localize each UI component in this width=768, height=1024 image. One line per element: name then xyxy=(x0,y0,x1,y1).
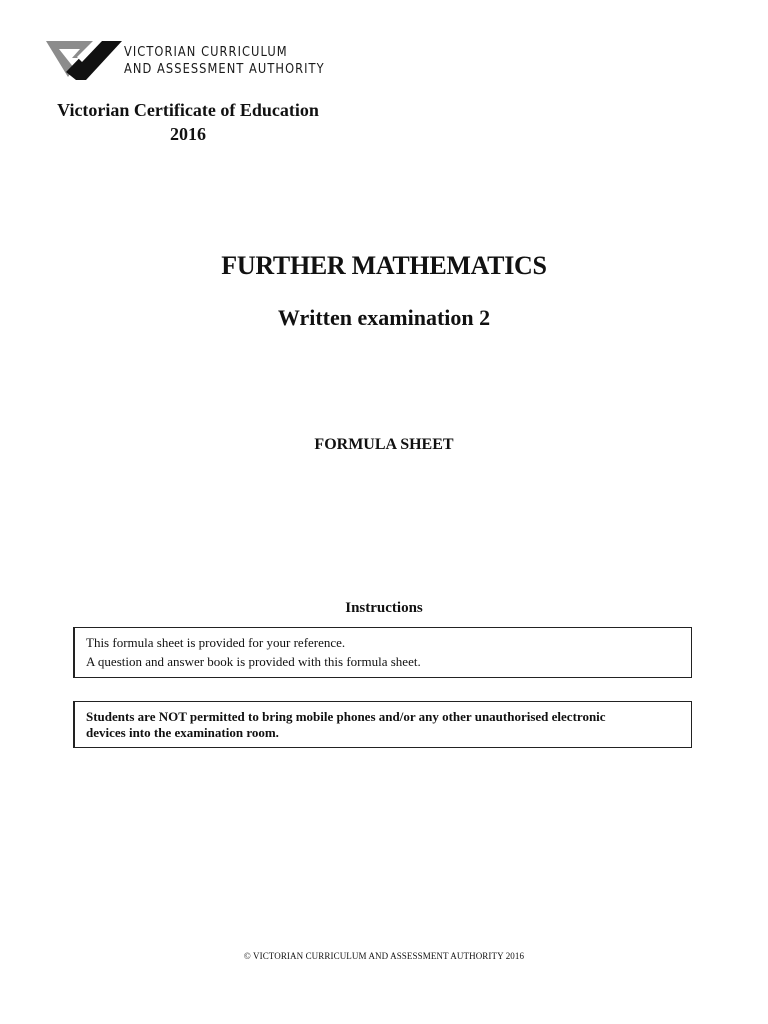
vcaa-logo xyxy=(46,38,336,84)
subject-title: FURTHER MATHEMATICS xyxy=(221,251,547,280)
logo-text-line-1: VICTORIAN CURRICULUM xyxy=(124,45,288,60)
instructions-info-line: This formula sheet is provided for your reference. xyxy=(86,635,346,650)
instructions-info-box xyxy=(73,627,692,678)
vcaa-logo-text xyxy=(124,44,352,78)
logo-text-line-2: AND ASSESSMENT AUTHORITY xyxy=(124,62,325,77)
certificate-year: 2016 xyxy=(170,124,206,144)
instructions-warning-box xyxy=(73,701,692,748)
certificate-heading xyxy=(46,98,330,146)
copyright-footer: © VICTORIAN CURRICULUM AND ASSESSMENT AUTHORITY 2016 xyxy=(243,951,525,961)
instructions-heading: Instructions xyxy=(345,600,423,616)
instructions-warning-line: devices into the examination room. xyxy=(86,725,279,740)
vcaa-tick-logo-icon xyxy=(46,38,122,80)
formula-sheet-heading: FORMULA SHEET xyxy=(314,436,454,453)
instructions-info-line: A question and answer book is provided with this formula sheet. xyxy=(86,654,421,669)
instructions-warning-line: Students are NOT permitted to bring mobile phones and/or any other unauthorised electronic xyxy=(86,709,606,724)
paper-title: Written examination 2 xyxy=(277,305,491,330)
certificate-title: Victorian Certificate of Education xyxy=(57,100,319,120)
